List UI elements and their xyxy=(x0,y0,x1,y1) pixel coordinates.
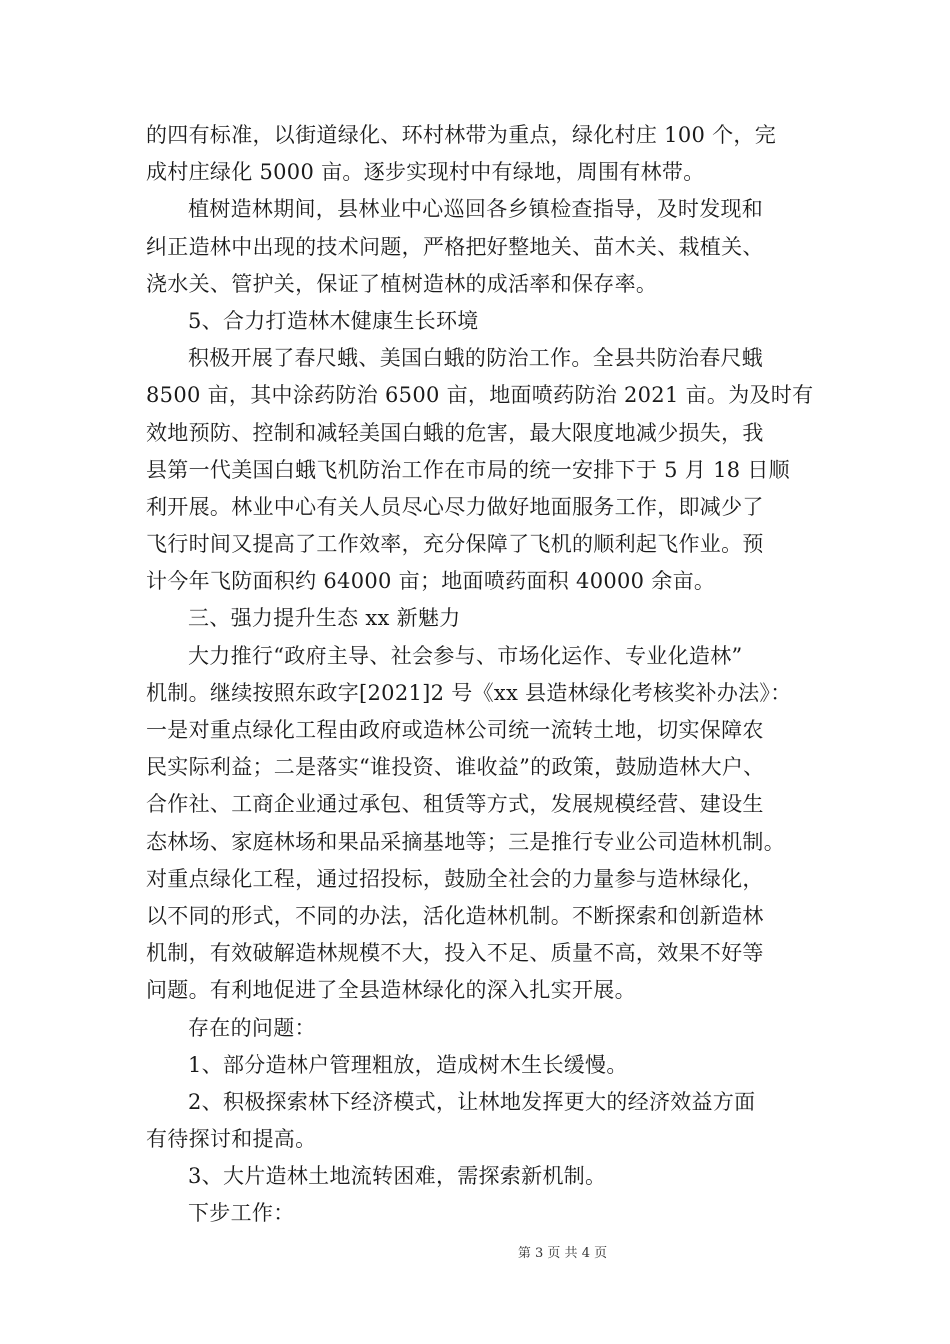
text-line: 成村庄绿化 5000 亩。逐步实现村中有绿地，周围有林带。 xyxy=(146,160,705,185)
text-line: 态林场、家庭林场和果品采摘基地等；三是推行专业公司造林机制。 xyxy=(146,829,785,854)
text-line: 下步工作： xyxy=(188,1201,295,1226)
document-body xyxy=(146,117,836,1233)
text-line: 1、部分造林户管理粗放，造成树木生长缓慢。 xyxy=(188,1052,628,1077)
text-line: 利开展。林业中心有关人员尽心尽力做好地面服务工作，即减少了 xyxy=(146,494,764,519)
text-line: 三、强力提升生态 xx 新魅力 xyxy=(188,606,461,631)
text-line: 纠正造林中出现的技术问题，严格把好整地关、苗木关、栽植关、 xyxy=(146,234,764,259)
text-line: 飞行时间又提高了工作效率，充分保障了飞机的顺利起飞作业。预 xyxy=(146,532,764,557)
text-line: 问题。有利地促进了全县造林绿化的深入扎实开展。 xyxy=(146,978,636,1003)
text-line: 机制，有效破解造林规模不大，投入不足、质量不高，效果不好等 xyxy=(146,941,764,966)
page-footer: 第 3 页 共 4 页 xyxy=(517,1246,608,1261)
text-line: 8500 亩，其中涂药防治 6500 亩，地面喷药防治 2021 亩。为及时有 xyxy=(146,383,814,408)
text-line: 有待探讨和提高。 xyxy=(146,1127,317,1152)
text-line: 计今年飞防面积约 64000 亩；地面喷药面积 40000 余亩。 xyxy=(146,569,716,594)
text-line: 县第一代美国白蛾飞机防治工作在市局的统一安排下于 5 月 18 日顺 xyxy=(146,457,790,482)
text-line: 对重点绿化工程，通过招投标，鼓励全社会的力量参与造林绿化， xyxy=(146,866,764,891)
text-line: 2、积极探索林下经济模式，让林地发挥更大的经济效益方面 xyxy=(188,1089,756,1114)
text-line: 浇水关、管护关，保证了植树造林的成活率和保存率。 xyxy=(146,271,658,296)
text-line: 植树造林期间，县林业中心巡回各乡镇检查指导，及时发现和 xyxy=(188,197,764,222)
text-line: 5、合力打造林木健康生长环境 xyxy=(188,308,479,333)
text-line: 合作社、工商企业通过承包、租赁等方式，发展规模经营、建设生 xyxy=(146,792,764,817)
text-line: 机制。继续按照东政字[2021]2 号《xx 县造林绿化考核奖补办法》： xyxy=(146,680,792,705)
text-line: 一是对重点绿化工程由政府或造林公司统一流转土地，切实保障农 xyxy=(146,718,764,742)
text-line: 效地预防、控制和减轻美国白蛾的危害，最大限度地减少损失，我 xyxy=(146,420,764,445)
text-line: 存在的问题： xyxy=(188,1015,316,1040)
text-line: 的四有标准，以街道绿化、环村林带为重点，绿化村庄 100 个，完 xyxy=(146,123,777,147)
text-line: 积极开展了春尺蛾、美国白蛾的防治工作。全县共防治春尺蛾 xyxy=(188,346,764,371)
text-line: 3、大片造林土地流转困难，需探索新机制。 xyxy=(188,1164,607,1189)
text-line: 以不同的形式，不同的办法，活化造林机制。不断探索和创新造林 xyxy=(146,903,764,928)
text-line: 民实际利益；二是落实“谁投资、谁收益”的政策，鼓励造林大户、 xyxy=(146,755,765,780)
text-line: 大力推行“政府主导、社会参与、市场化运作、专业化造林” xyxy=(188,643,743,668)
